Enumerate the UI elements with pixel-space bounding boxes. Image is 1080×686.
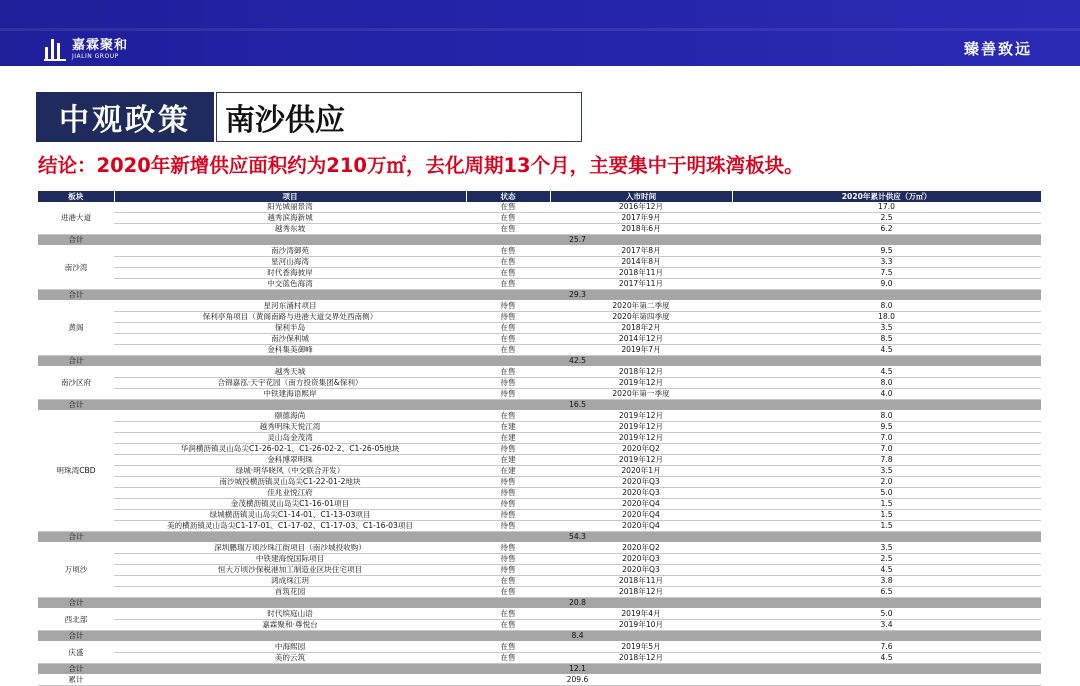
supply-table bbox=[38, 191, 1042, 686]
status-cell: 待售 bbox=[466, 312, 550, 323]
company-logo bbox=[44, 36, 128, 62]
launch-time-cell: 2018年12月 bbox=[550, 653, 732, 664]
project-cell: 金茂横沥镇灵山岛尖C1-16-01项目 bbox=[114, 499, 466, 510]
launch-time-cell: 2019年4月 bbox=[550, 609, 732, 620]
project-cell: 嘉霖聚和·尊悦台 bbox=[114, 620, 466, 631]
status-cell: 在建 bbox=[466, 422, 550, 433]
subtotal-row bbox=[38, 532, 1041, 543]
project-cell: 中铁建海语熙岸 bbox=[114, 389, 466, 400]
subtotal-label: 合计 bbox=[38, 400, 114, 411]
table-row bbox=[38, 312, 1041, 323]
region-cell: 西北部 bbox=[38, 609, 114, 631]
table-row bbox=[38, 444, 1041, 455]
region-cell: 明珠湾CBD bbox=[38, 411, 114, 532]
table-row bbox=[38, 488, 1041, 499]
region-cell: 南沙区府 bbox=[38, 367, 114, 400]
launch-time-cell: 2018年6月 bbox=[550, 224, 732, 235]
slide-title bbox=[36, 92, 582, 142]
launch-time-cell: 2019年12月 bbox=[550, 433, 732, 444]
launch-time-cell: 2017年11月 bbox=[550, 279, 732, 290]
table-row bbox=[38, 565, 1041, 576]
supply-cell: 9.5 bbox=[732, 246, 1041, 257]
conclusion-text: 结论：2020年新增供应面积约为210万㎡，去化周期13个月，主要集中于明珠湾板块。 bbox=[38, 154, 804, 177]
launch-time-cell: 2020年Q3 bbox=[550, 488, 732, 499]
status-cell: 待售 bbox=[466, 301, 550, 312]
supply-cell: 2.5 bbox=[732, 213, 1041, 224]
project-cell: 南沙城投横沥镇灵山岛尖C1-22-01-2地块 bbox=[114, 477, 466, 488]
supply-cell: 4.5 bbox=[732, 345, 1041, 356]
supply-cell: 9.0 bbox=[732, 279, 1041, 290]
table-row bbox=[38, 433, 1041, 444]
table-row bbox=[38, 466, 1041, 477]
status-cell: 在售 bbox=[466, 642, 550, 653]
table-row bbox=[38, 323, 1041, 334]
section-title: 中观政策 bbox=[36, 92, 214, 142]
supply-cell: 7.0 bbox=[732, 444, 1041, 455]
launch-time-cell: 2019年5月 bbox=[550, 642, 732, 653]
subtotal-label: 合计 bbox=[38, 532, 114, 543]
supply-cell: 4.5 bbox=[732, 653, 1041, 664]
project-cell: 越秀东坡 bbox=[114, 224, 466, 235]
supply-cell: 5.0 bbox=[732, 488, 1041, 499]
launch-time-cell: 2019年12月 bbox=[550, 411, 732, 422]
logo-icon bbox=[44, 37, 66, 61]
region-cell: 进港大道 bbox=[38, 202, 114, 235]
status-cell: 在售 bbox=[466, 268, 550, 279]
table-row bbox=[38, 499, 1041, 510]
region-cell: 万顷沙 bbox=[38, 543, 114, 598]
subtotal-label: 合计 bbox=[38, 235, 114, 246]
table-row bbox=[38, 620, 1041, 631]
region-cell: 庆盛 bbox=[38, 642, 114, 664]
subtotal-row bbox=[38, 598, 1041, 609]
company-slogan: 臻善致远 bbox=[963, 40, 1032, 58]
launch-time-cell: 2018年11月 bbox=[550, 268, 732, 279]
supply-cell: 9.5 bbox=[732, 422, 1041, 433]
launch-time-cell: 2019年7月 bbox=[550, 345, 732, 356]
table-row bbox=[38, 411, 1041, 422]
project-cell: 南沙湾御苑 bbox=[114, 246, 466, 257]
status-cell: 在售 bbox=[466, 213, 550, 224]
project-cell: 鸿成珠江玥 bbox=[114, 576, 466, 587]
subtotal-row bbox=[38, 290, 1041, 301]
project-cell: 星河山海湾 bbox=[114, 257, 466, 268]
status-cell: 在售 bbox=[466, 257, 550, 268]
status-cell: 在建 bbox=[466, 466, 550, 477]
launch-time-cell: 2020年Q4 bbox=[550, 499, 732, 510]
table-row bbox=[38, 543, 1041, 554]
status-cell: 在售 bbox=[466, 202, 550, 213]
supply-cell: 2.5 bbox=[732, 554, 1041, 565]
project-cell: 中铁建海悦国际项目 bbox=[114, 554, 466, 565]
supply-cell: 3.8 bbox=[732, 576, 1041, 587]
project-cell: 时代香海彼岸 bbox=[114, 268, 466, 279]
subtotal-row bbox=[38, 235, 1041, 246]
status-cell: 在售 bbox=[466, 323, 550, 334]
subtotal-value: 20.8 bbox=[114, 598, 1041, 609]
table-header-row bbox=[38, 191, 1041, 202]
supply-cell: 8.0 bbox=[732, 411, 1041, 422]
launch-time-cell: 2014年12月 bbox=[550, 334, 732, 345]
project-cell: 佳兆业悦江府 bbox=[114, 488, 466, 499]
status-cell: 待售 bbox=[466, 554, 550, 565]
supply-cell: 2.0 bbox=[732, 477, 1041, 488]
project-cell: 绿城·明华晓风（中交联合开发） bbox=[114, 466, 466, 477]
project-cell: 首筑花园 bbox=[114, 587, 466, 598]
table-row bbox=[38, 422, 1041, 433]
supply-cell: 3.3 bbox=[732, 257, 1041, 268]
status-cell: 待售 bbox=[466, 477, 550, 488]
supply-cell: 18.0 bbox=[732, 312, 1041, 323]
status-cell: 在售 bbox=[466, 345, 550, 356]
supply-cell: 1.5 bbox=[732, 499, 1041, 510]
supply-cell: 8.0 bbox=[732, 301, 1041, 312]
status-cell: 在售 bbox=[466, 334, 550, 345]
status-cell: 在售 bbox=[466, 279, 550, 290]
supply-cell: 6.2 bbox=[732, 224, 1041, 235]
subtotal-value: 12.1 bbox=[114, 664, 1041, 675]
supply-cell: 7.0 bbox=[732, 433, 1041, 444]
status-cell: 在售 bbox=[466, 576, 550, 587]
project-cell: 华润横沥镇灵山岛尖C1-26-02-1、C1-26-02-2、C1-26-05地块 bbox=[114, 444, 466, 455]
project-cell: 阳光城丽景湾 bbox=[114, 202, 466, 213]
table-row bbox=[38, 653, 1041, 664]
project-cell: 深圳鹏瑞万顷沙珠江街项目（南沙城投收购） bbox=[114, 543, 466, 554]
subtotal-label: 合计 bbox=[38, 631, 114, 642]
status-cell: 待售 bbox=[466, 389, 550, 400]
table-row bbox=[38, 389, 1041, 400]
status-cell: 待售 bbox=[466, 444, 550, 455]
supply-cell: 4.5 bbox=[732, 565, 1041, 576]
launch-time-cell: 2020年Q3 bbox=[550, 565, 732, 576]
column-header-project: 项目 bbox=[114, 191, 466, 202]
table-row bbox=[38, 587, 1041, 598]
launch-time-cell: 2019年12月 bbox=[550, 378, 732, 389]
project-cell: 中交蓝色海湾 bbox=[114, 279, 466, 290]
launch-time-cell: 2020年第一季度 bbox=[550, 389, 732, 400]
page-title: 南沙供应 bbox=[216, 92, 582, 142]
project-cell: 金科集美御峰 bbox=[114, 345, 466, 356]
status-cell: 待售 bbox=[466, 378, 550, 389]
launch-time-cell: 2020年Q2 bbox=[550, 543, 732, 554]
table-row bbox=[38, 477, 1041, 488]
top-banner bbox=[0, 0, 1080, 66]
table-row bbox=[38, 609, 1041, 620]
subtotal-row bbox=[38, 400, 1041, 411]
subtotal-row bbox=[38, 356, 1041, 367]
banner-stripe bbox=[0, 28, 1080, 31]
status-cell: 在售 bbox=[466, 587, 550, 598]
grand-total-label: 累计 bbox=[38, 675, 114, 686]
status-cell: 在售 bbox=[466, 620, 550, 631]
status-cell: 在售 bbox=[466, 246, 550, 257]
subtotal-row bbox=[38, 664, 1041, 675]
project-cell: 保利半岛 bbox=[114, 323, 466, 334]
table-row bbox=[38, 257, 1041, 268]
subtotal-value: 54.3 bbox=[114, 532, 1041, 543]
table-row bbox=[38, 213, 1041, 224]
table-row bbox=[38, 554, 1041, 565]
table-row bbox=[38, 378, 1041, 389]
project-cell: 颐德海尚 bbox=[114, 411, 466, 422]
table-row bbox=[38, 224, 1041, 235]
logo-name-en: JIALIN GROUP bbox=[72, 52, 119, 60]
supply-cell: 7.6 bbox=[732, 642, 1041, 653]
subtotal-value: 29.3 bbox=[114, 290, 1041, 301]
table-row bbox=[38, 202, 1041, 213]
table-row bbox=[38, 268, 1041, 279]
subtotal-value: 42.5 bbox=[114, 356, 1041, 367]
status-cell: 待售 bbox=[466, 521, 550, 532]
project-cell: 绿城横沥镇灵山岛尖C1-14-01、C1-13-03项目 bbox=[114, 510, 466, 521]
launch-time-cell: 2020年Q3 bbox=[550, 477, 732, 488]
status-cell: 在建 bbox=[466, 433, 550, 444]
launch-time-cell: 2018年12月 bbox=[550, 587, 732, 598]
status-cell: 在售 bbox=[466, 653, 550, 664]
supply-cell: 3.5 bbox=[732, 323, 1041, 334]
subtotal-value: 16.5 bbox=[114, 400, 1041, 411]
subtotal-value: 25.7 bbox=[114, 235, 1041, 246]
project-cell: 越秀明珠天悦江湾 bbox=[114, 422, 466, 433]
table-row bbox=[38, 345, 1041, 356]
project-cell: 金科博翠明珠 bbox=[114, 455, 466, 466]
subtotal-label: 合计 bbox=[38, 598, 114, 609]
column-header-supply: 2020年累计供应（万㎡） bbox=[732, 191, 1041, 202]
supply-cell: 4.5 bbox=[732, 367, 1041, 378]
project-cell: 时代缤庭山语 bbox=[114, 609, 466, 620]
launch-time-cell: 2020年第四季度 bbox=[550, 312, 732, 323]
status-cell: 待售 bbox=[466, 565, 550, 576]
table-row bbox=[38, 246, 1041, 257]
supply-cell: 3.5 bbox=[732, 543, 1041, 554]
table-row bbox=[38, 301, 1041, 312]
launch-time-cell: 2019年12月 bbox=[550, 455, 732, 466]
launch-time-cell: 2020年Q2 bbox=[550, 444, 732, 455]
status-cell: 待售 bbox=[466, 510, 550, 521]
supply-cell: 3.4 bbox=[732, 620, 1041, 631]
launch-time-cell: 2020年第二季度 bbox=[550, 301, 732, 312]
status-cell: 待售 bbox=[466, 488, 550, 499]
column-header-launch-time: 入市时间 bbox=[550, 191, 732, 202]
supply-cell: 1.5 bbox=[732, 521, 1041, 532]
table-row bbox=[38, 510, 1041, 521]
project-cell: 保利亭角项目（黄阁南路与进港大道交界处西南侧） bbox=[114, 312, 466, 323]
project-cell: 美的云筑 bbox=[114, 653, 466, 664]
supply-cell: 8.5 bbox=[732, 334, 1041, 345]
launch-time-cell: 2017年8月 bbox=[550, 246, 732, 257]
table-row bbox=[38, 576, 1041, 587]
status-cell: 待售 bbox=[466, 543, 550, 554]
region-cell: 南沙湾 bbox=[38, 246, 114, 290]
supply-cell: 3.5 bbox=[732, 466, 1041, 477]
subtotal-label: 合计 bbox=[38, 290, 114, 301]
supply-cell: 17.0 bbox=[732, 202, 1041, 213]
grand-total-value: 209.6 bbox=[114, 675, 1041, 686]
launch-time-cell: 2016年12月 bbox=[550, 202, 732, 213]
launch-time-cell: 2019年10月 bbox=[550, 620, 732, 631]
project-cell: 美的横沥镇灵山岛尖C1-17-01、C1-17-02、C1-17-03、C1-16-03项目 bbox=[114, 521, 466, 532]
launch-time-cell: 2018年12月 bbox=[550, 367, 732, 378]
launch-time-cell: 2020年1月 bbox=[550, 466, 732, 477]
project-cell: 恒大万顷沙保税港加工制造业区块住宅项目 bbox=[114, 565, 466, 576]
subtotal-label: 合计 bbox=[38, 664, 114, 675]
supply-cell: 1.5 bbox=[732, 510, 1041, 521]
subtotal-label: 合计 bbox=[38, 356, 114, 367]
project-cell: 合锦嘉泓·天宇花园（南方投资集团&保利） bbox=[114, 378, 466, 389]
status-cell: 在售 bbox=[466, 367, 550, 378]
launch-time-cell: 2018年2月 bbox=[550, 323, 732, 334]
table-row bbox=[38, 455, 1041, 466]
column-header-region: 板块 bbox=[38, 191, 114, 202]
supply-cell: 6.5 bbox=[732, 587, 1041, 598]
subtotal-row bbox=[38, 631, 1041, 642]
project-cell: 南沙保利城 bbox=[114, 334, 466, 345]
status-cell: 在建 bbox=[466, 455, 550, 466]
logo-name-cn: 嘉霖聚和 bbox=[72, 37, 129, 53]
supply-cell: 8.0 bbox=[732, 378, 1041, 389]
status-cell: 在售 bbox=[466, 609, 550, 620]
launch-time-cell: 2017年9月 bbox=[550, 213, 732, 224]
region-cell: 黄阁 bbox=[38, 301, 114, 356]
column-header-status: 状态 bbox=[466, 191, 550, 202]
launch-time-cell: 2014年8月 bbox=[550, 257, 732, 268]
supply-cell: 7.8 bbox=[732, 455, 1041, 466]
table-row bbox=[38, 279, 1041, 290]
project-cell: 星河东涌村项目 bbox=[114, 301, 466, 312]
project-cell: 越秀滨海新城 bbox=[114, 213, 466, 224]
status-cell: 在售 bbox=[466, 411, 550, 422]
project-cell: 越秀天城 bbox=[114, 367, 466, 378]
table-row bbox=[38, 642, 1041, 653]
status-cell: 在售 bbox=[466, 224, 550, 235]
table-row bbox=[38, 367, 1041, 378]
launch-time-cell: 2018年11月 bbox=[550, 576, 732, 587]
supply-cell: 5.0 bbox=[732, 609, 1041, 620]
table-row bbox=[38, 521, 1041, 532]
table-row bbox=[38, 334, 1041, 345]
launch-time-cell: 2020年Q4 bbox=[550, 521, 732, 532]
launch-time-cell: 2020年Q4 bbox=[550, 510, 732, 521]
supply-cell: 7.5 bbox=[732, 268, 1041, 279]
launch-time-cell: 2020年Q3 bbox=[550, 554, 732, 565]
project-cell: 灵山岛金茂湾 bbox=[114, 433, 466, 444]
subtotal-value: 8.4 bbox=[114, 631, 1041, 642]
grand-total-row bbox=[38, 675, 1041, 686]
supply-cell: 4.0 bbox=[732, 389, 1041, 400]
project-cell: 中海熙园 bbox=[114, 642, 466, 653]
launch-time-cell: 2019年12月 bbox=[550, 422, 732, 433]
status-cell: 待售 bbox=[466, 499, 550, 510]
